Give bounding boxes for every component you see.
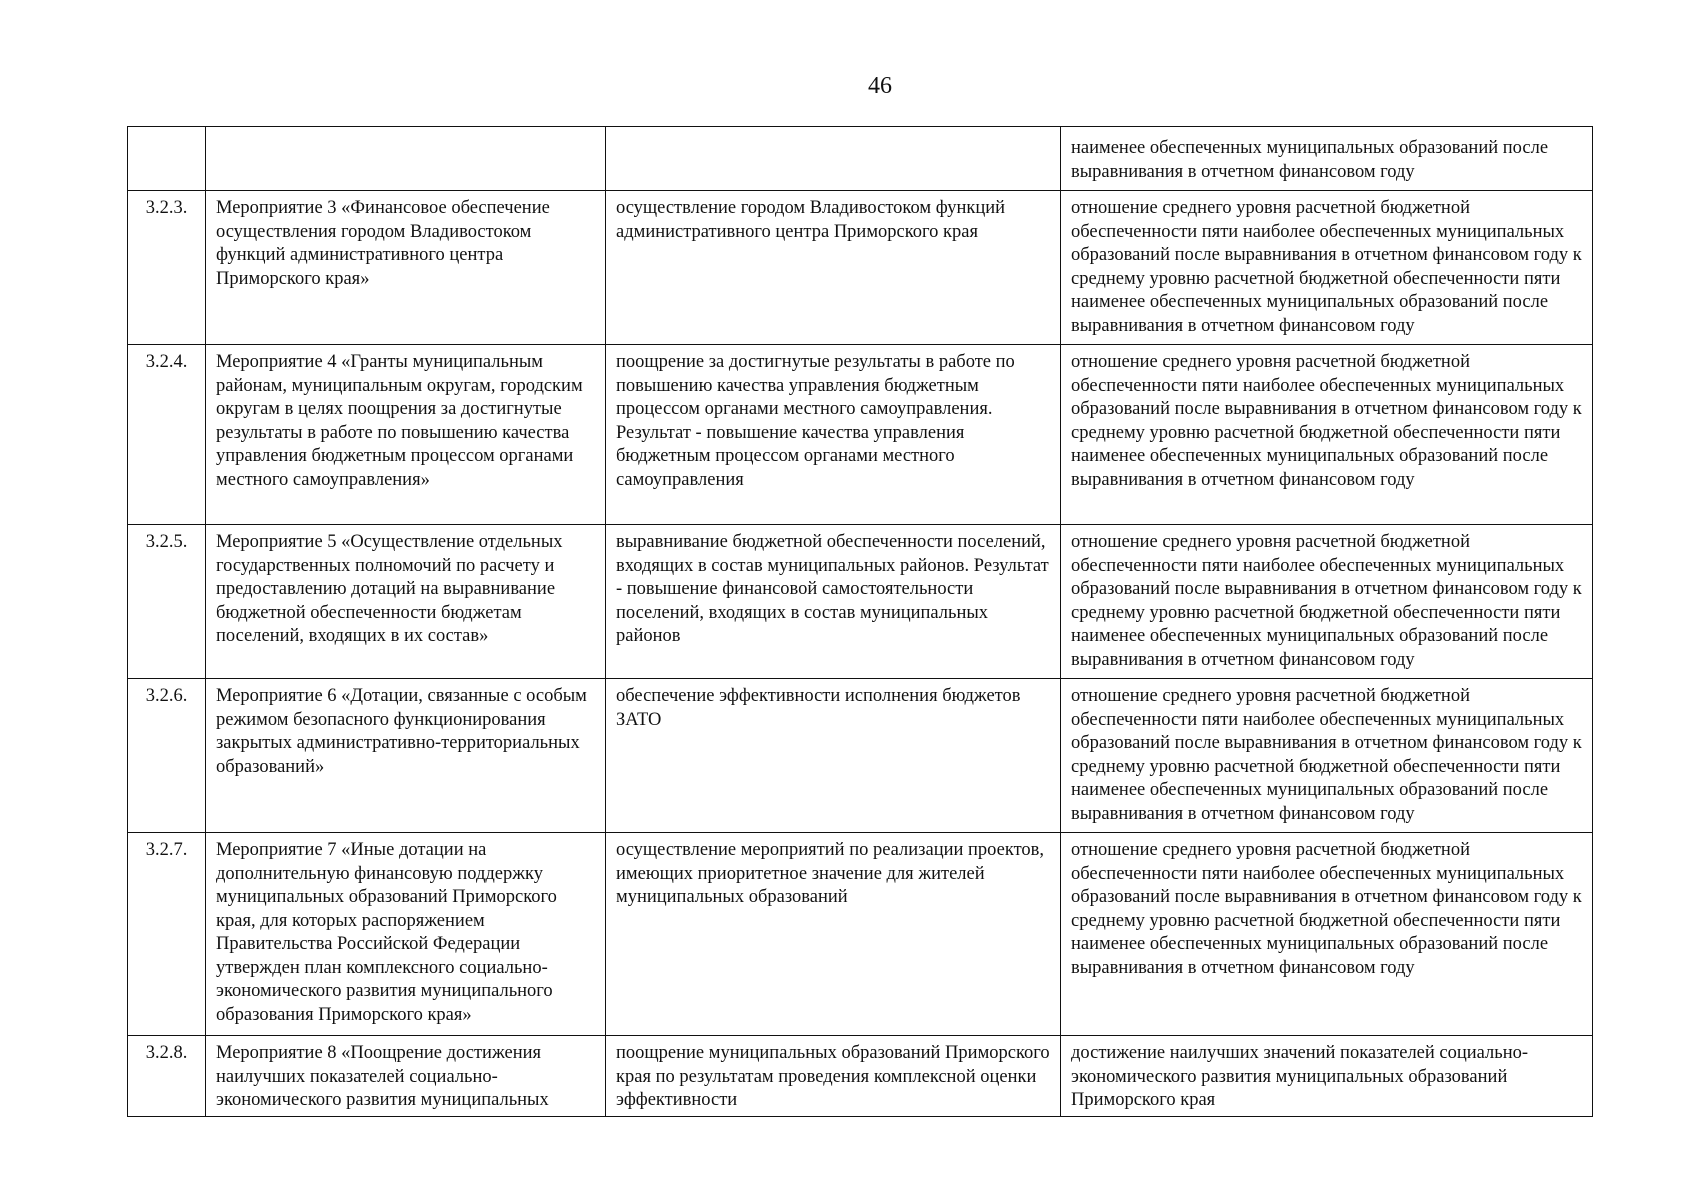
event-indicator: отношение среднего уровня расчетной бюджетной обеспеченности пяти наиболее обеспеченных муниципальных образований после выравнивания в отчетном финансовом году к среднему уровню расчетной бюджетной обеспеченности пяти наименее обеспеченных муниципальных образований после выравнивания в отчетном финансовом году xyxy=(1061,191,1593,345)
event-name: Мероприятие 4 «Гранты муниципальным районам, муниципальным округам, городским округам в целях поощрения за достигнутые результаты в работе по повышению качества управления бюджетным процессом органами местного самоуправления» xyxy=(206,345,606,525)
event-name: Мероприятие 3 «Финансовое обеспечение осуществления городом Владивостоком функций административного центра Приморского края» xyxy=(206,191,606,345)
event-name: Мероприятие 6 «Дотации, связанные с особым режимом безопасного функционирования закрытых административно-территориальных образований» xyxy=(206,679,606,833)
event-description: поощрение муниципальных образований Приморского края по результатам проведения комплексной оценки эффективности xyxy=(606,1036,1061,1117)
row-number: 3.2.5. xyxy=(128,525,206,679)
event-name xyxy=(206,127,606,191)
table-row xyxy=(128,679,1593,833)
table-row xyxy=(128,191,1593,345)
event-indicator: отношение среднего уровня расчетной бюджетной обеспеченности пяти наиболее обеспеченных муниципальных образований после выравнивания в отчетном финансовом году к среднему уровню расчетной бюджетной обеспеченности пяти наименее обеспеченных муниципальных образований после выравнивания в отчетном финансовом году xyxy=(1061,525,1593,679)
event-description: поощрение за достигнутые результаты в работе по повышению качества управления бюджетным процессом органами местного самоуправления. Результат - повышение качества управления бюджетным процессом органами местного самоуправления xyxy=(606,345,1061,525)
row-number: 3.2.7. xyxy=(128,833,206,1036)
table-row xyxy=(128,833,1593,1036)
row-number: 3.2.8. xyxy=(128,1036,206,1117)
event-indicator: наименее обеспеченных муниципальных образований после выравнивания в отчетном финансовом году xyxy=(1061,127,1593,191)
event-name: Мероприятие 5 «Осуществление отдельных государственных полномочий по расчету и предоставлению дотаций на выравнивание бюджетной обеспеченности бюджетам поселений, входящих в их состав» xyxy=(206,525,606,679)
table-row xyxy=(128,525,1593,679)
event-description: выравнивание бюджетной обеспеченности поселений, входящих в состав муниципальных районов. Результат - повышение финансовой самостоятельности поселений, входящих в состав муниципальных районов xyxy=(606,525,1061,679)
event-description: обеспечение эффективности исполнения бюджетов ЗАТО xyxy=(606,679,1061,833)
table-row xyxy=(128,127,1593,191)
event-indicator: отношение среднего уровня расчетной бюджетной обеспеченности пяти наиболее обеспеченных муниципальных образований после выравнивания в отчетном финансовом году к среднему уровню расчетной бюджетной обеспеченности пяти наименее обеспеченных муниципальных образований после выравнивания в отчетном финансовом году xyxy=(1061,833,1593,1036)
event-description xyxy=(606,127,1061,191)
table-row xyxy=(128,1036,1593,1117)
row-number: 3.2.4. xyxy=(128,345,206,525)
measures-table xyxy=(127,126,1593,1117)
event-description: осуществление городом Владивостоком функций административного центра Приморского края xyxy=(606,191,1061,345)
row-number: 3.2.3. xyxy=(128,191,206,345)
event-description: осуществление мероприятий по реализации проектов, имеющих приоритетное значение для жителей муниципальных образований xyxy=(606,833,1061,1036)
event-name: Мероприятие 8 «Поощрение достижения наилучших показателей социально-экономического развития муниципальных xyxy=(206,1036,606,1117)
event-name: Мероприятие 7 «Иные дотации на дополнительную финансовую поддержку муниципальных образований Приморского края, для которых распоряжением Правительства Российской Федерации утвержден план комплексного социально-экономического развития муниципального образования Приморского края» xyxy=(206,833,606,1036)
table-row xyxy=(128,345,1593,525)
row-number: 3.2.6. xyxy=(128,679,206,833)
page-number: 46 xyxy=(868,73,892,99)
event-indicator: отношение среднего уровня расчетной бюджетной обеспеченности пяти наиболее обеспеченных муниципальных образований после выравнивания в отчетном финансовом году к среднему уровню расчетной бюджетной обеспеченности пяти наименее обеспеченных муниципальных образований после выравнивания в отчетном финансовом году xyxy=(1061,679,1593,833)
row-number xyxy=(128,127,206,191)
event-indicator: достижение наилучших значений показателей социально-экономического развития муниципальных образований Приморского края xyxy=(1061,1036,1593,1117)
event-indicator: отношение среднего уровня расчетной бюджетной обеспеченности пяти наиболее обеспеченных муниципальных образований после выравнивания в отчетном финансовом году к среднему уровню расчетной бюджетной обеспеченности пяти наименее обеспеченных муниципальных образований после выравнивания в отчетном финансовом году xyxy=(1061,345,1593,525)
